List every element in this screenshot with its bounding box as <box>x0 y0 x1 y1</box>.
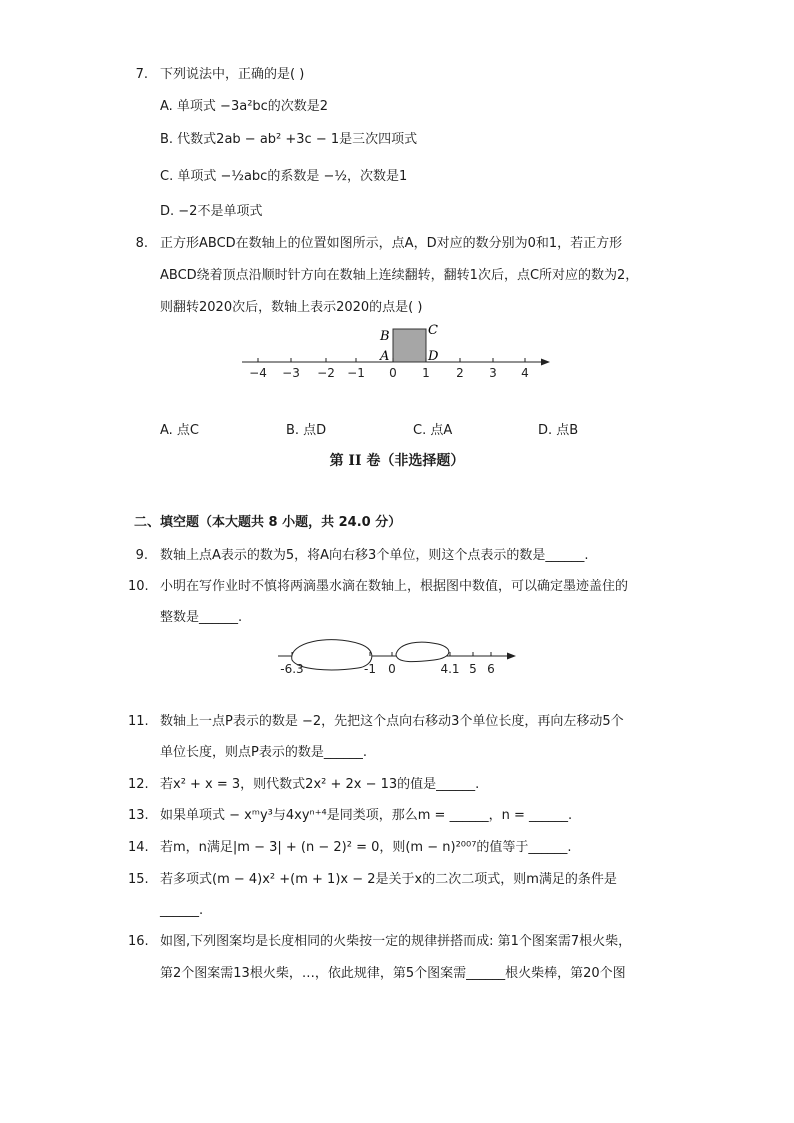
q8-line1: 正方形ABCD在数轴上的位置如图所示，点A，D对应的数分别为0和1，若正方形 <box>160 236 623 251</box>
q7-option-b: B. 代数式2ab − ab² +3c − 1是三次四项式 <box>160 132 418 147</box>
q8-tick-label-7: 3 <box>489 366 497 380</box>
q12-text: 若x² + x = 3，则代数式2x² + 2x − 13的值是______. <box>160 777 480 792</box>
q8-tick-label-0: −4 <box>249 366 267 380</box>
ink-blot-left <box>292 640 372 670</box>
q8-tick-label-1: −3 <box>282 366 300 380</box>
q15-number: 15. <box>128 872 149 887</box>
q10-tick-label-0: -6.3 <box>280 662 304 676</box>
q10-tick-label-4: 5 <box>469 662 477 676</box>
q8-tick-label-3: −1 <box>347 366 365 380</box>
part2-title: 第 II 卷（非选择题） <box>329 453 465 469</box>
q8-option-b: B. 点D <box>286 423 327 438</box>
q15-line2: ______. <box>160 903 204 918</box>
label-a: A <box>380 349 390 364</box>
q8-line2: ABCD绕着顶点沿顺时针方向在数轴上连续翻转，翻转1次后，点C所对应的数为2， <box>160 268 639 283</box>
q10-tick-label-5: 6 <box>487 662 495 676</box>
label-d: D <box>428 349 439 364</box>
q7-stem: 下列说法中，正确的是( ) <box>160 67 305 82</box>
label-b: B <box>380 329 390 344</box>
q9-text: 数轴上点A表示的数为5，将A向右移3个单位，则这个点表示的数是______. <box>160 548 589 563</box>
q10-number: 10. <box>128 579 149 594</box>
q12-number: 12. <box>128 777 149 792</box>
q10-line2: 整数是______. <box>160 610 243 625</box>
q9-number: 9. <box>135 548 148 563</box>
q11-number: 11. <box>128 714 149 729</box>
q8-tick-label-6: 2 <box>456 366 464 380</box>
q11-line1: 数轴上一点P表示的数是 −2，先把这个点向右移动3个单位长度，再向左移动5个 <box>160 714 624 729</box>
q10-tick-label-2: 0 <box>388 662 396 676</box>
q13-number: 13. <box>128 808 149 823</box>
q14-text: 若m，n满足|m − 3| + (n − 2)² = 0，则(m − n)²⁰⁰⁷的值等于______. <box>160 840 572 855</box>
q8-line3: 则翻转2020次后，数轴上表示2020的点是( ) <box>160 300 423 315</box>
q16-line2: 第2个图案需13根火柴，…，依此规律，第5个图案需______根火柴棒，第20个图 <box>160 966 626 981</box>
label-c: C <box>428 323 438 338</box>
q8-option-c: C. 点A <box>413 423 453 438</box>
ink-blot-right <box>396 642 449 662</box>
q8-number: 8. <box>135 236 148 251</box>
q8-option-a: A. 点C <box>160 423 200 438</box>
square-abcd <box>393 329 426 362</box>
q8-option-d: D. 点B <box>538 423 579 438</box>
q10-tick-label-1: -1 <box>364 662 376 676</box>
q8-number-line-figure <box>236 320 556 384</box>
q10-number-line-figure <box>270 632 522 680</box>
q8-tick-label-2: −2 <box>317 366 335 380</box>
q8-tick-label-8: 4 <box>521 366 529 380</box>
axis-arrow <box>541 359 550 366</box>
q15-line1: 若多项式(m − 4)x² +(m + 1)x − 2是关于x的二次二项式，则m满足的条件是 <box>160 872 617 887</box>
q7-option-c: C. 单项式 −½abc的系数是 −½，次数是1 <box>160 169 408 184</box>
q16-line1: 如图,下列图案均是长度相同的火柴按一定的规律拼搭而成: 第1个图案需7根火柴， <box>160 934 632 949</box>
q8-tick-label-4: 0 <box>389 366 397 380</box>
q14-number: 14. <box>128 840 149 855</box>
q16-number: 16. <box>128 934 149 949</box>
q7-option-d: D. −2不是单项式 <box>160 204 263 219</box>
q7-number: 7. <box>135 67 148 82</box>
q11-line2: 单位长度，则点P表示的数是______. <box>160 745 367 760</box>
q10-tick-label-3: 4.1 <box>440 662 460 676</box>
q10-line1: 小明在写作业时不慎将两滴墨水滴在数轴上，根据图中数值，可以确定墨迹盖住的 <box>160 579 629 594</box>
axis-arrow <box>507 653 516 660</box>
q8-tick-label-5: 1 <box>422 366 430 380</box>
q7-option-a: A. 单项式 −3a²bc的次数是2 <box>160 99 329 114</box>
q13-text: 如果单项式 − xᵐy³与4xyⁿ⁺⁴是同类项，那么m = ______，n = ______. <box>160 808 573 823</box>
section2-header: 二、填空题（本大题共 8 小题，共 24.0 分） <box>134 515 402 530</box>
